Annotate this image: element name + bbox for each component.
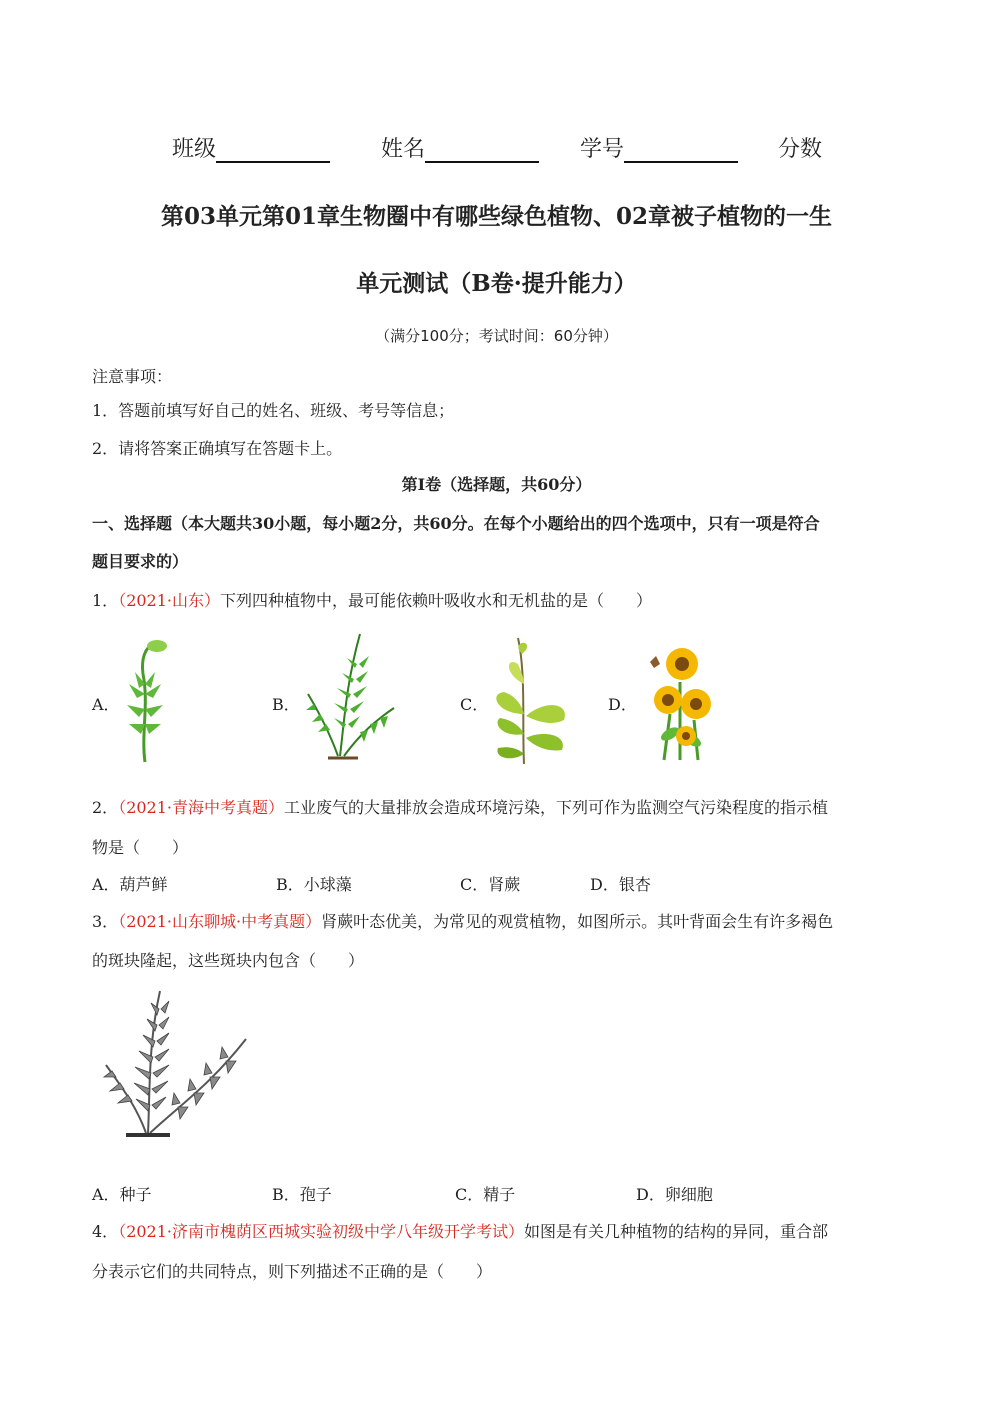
question-number: 1． [92, 591, 119, 610]
student-info-header [0, 128, 993, 168]
notes-heading: 注意事项： [92, 367, 173, 386]
q1-option-b-label[interactable]: B． [272, 695, 300, 714]
exam-meta: （满分100分；考试时间：60分钟） [375, 327, 618, 345]
question-3-continued: 的斑块隆起，这些斑块内包含（ ） [92, 951, 365, 970]
question-4 [92, 1219, 828, 1242]
question-source: （2021·青海中考真题） [118, 798, 284, 817]
name-label: 姓名 [381, 137, 426, 162]
question-number: 3． [92, 912, 119, 931]
question-source: （2021·山东） [118, 591, 220, 610]
exam-title-line1: 第03单元第01章生物圈中有哪些绿色植物、02章被子植物的一生 [160, 203, 833, 230]
fern-plant-icon [300, 624, 400, 764]
sunflower-plant-icon [640, 642, 720, 762]
question-4-continued: 分表示它们的共同特点，则下列描述不正确的是（ ） [92, 1262, 493, 1281]
question-1 [92, 588, 652, 611]
question-text: 工业废气的大量排放会造成环境污染，下列可作为监测空气污染程度的指示植 [284, 798, 829, 817]
question-number: 2． [92, 798, 119, 817]
q3-option-c[interactable]: C．精子 [455, 1185, 516, 1204]
class-blank[interactable] [216, 135, 330, 163]
name-field[interactable] [381, 132, 539, 163]
question-number: 4． [92, 1222, 119, 1241]
student-id-field[interactable] [580, 132, 738, 163]
q3-option-b[interactable]: B．孢子 [272, 1185, 332, 1204]
exam-title-line2: 单元测试（B卷·提升能力） [356, 270, 637, 297]
q1-option-d-label[interactable]: D． [608, 695, 637, 714]
student-id-label: 学号 [580, 137, 625, 162]
moss-plant-icon [115, 634, 175, 766]
q2-option-b[interactable]: B．小球藻 [276, 875, 352, 894]
student-id-blank[interactable] [624, 135, 738, 163]
notes-item-1: 1．答题前填写好自己的姓名、班级、考号等信息； [92, 401, 455, 420]
question-3 [92, 909, 833, 932]
question-2 [92, 795, 828, 818]
question-text: 肾蕨叶态优美，为常见的观赏植物，如图所示。其叶背面会生有许多褐色 [321, 912, 834, 931]
q2-option-c[interactable]: C．肾蕨 [460, 875, 521, 894]
section-instructions-2: 题目要求的） [92, 552, 189, 571]
q1-option-a-label[interactable]: A． [92, 695, 120, 714]
question-source: （2021·济南市槐荫区西城实验初级中学八年级开学考试） [118, 1222, 524, 1241]
class-label: 班级 [172, 137, 217, 162]
question-source: （2021·山东聊城·中考真题） [118, 912, 322, 931]
fern-gray-icon [100, 985, 250, 1140]
q3-option-a[interactable]: A．种子 [92, 1185, 152, 1204]
class-field[interactable] [172, 132, 330, 163]
q3-option-d[interactable]: D．卵细胞 [636, 1185, 713, 1204]
score-label: 分数 [778, 137, 823, 162]
question-2-continued: 物是（ ） [92, 838, 189, 857]
question-text: 下列四种植物中，最可能依赖叶吸收水和无机盐的是（ ） [220, 591, 653, 610]
part-title: 第I卷（选择题，共60分） [401, 475, 592, 494]
question-text: 如图是有关几种植物的结构的异同，重合部 [524, 1222, 829, 1241]
section-instructions-1: 一、选择题（本大题共30小题，每小题2分，共60分。在每个小题给出的四个选项中，只有一项是符合 [92, 514, 820, 533]
ginkgo-plant-icon [484, 634, 579, 768]
score-field [778, 132, 822, 163]
name-blank[interactable] [425, 135, 539, 163]
q2-option-a[interactable]: A．葫芦鲜 [92, 875, 168, 894]
q1-option-c-label[interactable]: C． [460, 695, 489, 714]
q2-option-d[interactable]: D．银杏 [590, 875, 651, 894]
notes-item-2: 2．请将答案正确填写在答题卡上。 [92, 439, 343, 458]
